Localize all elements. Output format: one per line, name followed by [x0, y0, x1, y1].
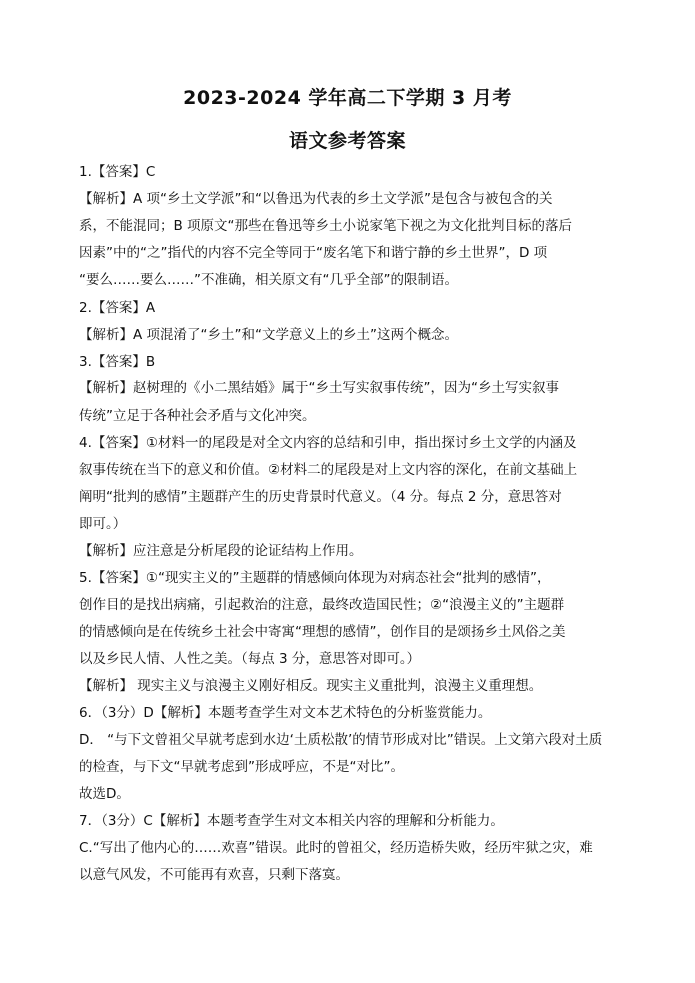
- answer-4-line: 4.【答案】①材料一的尾段是对全文内容的总结和引申，指出探讨乡土文学的内涵及: [79, 435, 577, 451]
- page-subtitle: 语文参考答案: [288, 130, 406, 152]
- answer-4-line: 阐明“批判的感情”主题群产生的历史背景时代意义。（4 分。每点 2 分，意思答对: [79, 489, 562, 505]
- answer-3-analysis-line: 【解析】赵树理的《小二黑结婚》属于“乡土写实叙事传统”，因为“乡土写实叙事: [79, 380, 559, 396]
- answer-7-heading: 7．（3分）C【解析】本题考查学生对文本相关内容的理解和分析能力。: [79, 813, 504, 829]
- page-title: 2023-2024 学年高二下学期 3 月考: [183, 87, 512, 109]
- answer-5-line: 5.【答案】①“现实主义的”主题群的情感倾向体现为对病态社会“批判的感情”，: [79, 570, 551, 586]
- answer-5-line: 以及乡民人情、人性之美。（每点 3 分，意思答对即可。）: [79, 651, 421, 667]
- answer-6-analysis-line: 的检查，与下文“早就考虑到”形成呼应，不是“对比”。: [79, 759, 404, 775]
- answer-6-conclusion: 故选D。: [79, 786, 130, 802]
- answer-7-analysis-line: C.“写出了他内心的……欢喜”错误。此时的曾祖父，经历造桥失败，经历牢狱之灾，难: [79, 840, 593, 856]
- answer-1-analysis-line: 因素”中的“之”指代的内容不完全等同于“废名笔下和谐宁静的乡土世界”，D 项: [79, 245, 548, 261]
- answer-6-heading: 6．（3分）D【解析】本题考查学生对文本艺术特色的分析鉴赏能力。: [79, 705, 492, 721]
- answer-5-line: 创作目的是找出病痛，引起救治的注意，最终改造国民性；②“浪漫主义的”主题群: [79, 597, 565, 613]
- answer-1-analysis-line: “要么……要么……”不准确，相关原文有“几乎全部”的限制语。: [79, 272, 458, 288]
- answer-7-analysis-line: 以意气风发，不可能再有欢喜，只剩下落寞。: [79, 867, 349, 883]
- answer-4-line: 叙事传统在当下的意义和价值。②材料二的尾段是对上文内容的深化，在前文基础上: [79, 462, 578, 478]
- answer-5-line: 的情感倾向是在传统乡土社会中寄寓“理想的感情”，创作目的是颂扬乡土风俗之美: [79, 624, 566, 640]
- answer-5-analysis-line: 【解析】 现实主义与浪漫主义刚好相反。现实主义重批判，浪漫主义重理想。: [79, 678, 543, 694]
- answer-3-heading: 3.【答案】B: [79, 354, 156, 370]
- answer-2-heading: 2.【答案】A: [79, 300, 156, 316]
- answer-4-analysis-line: 【解析】应注意是分析尾段的论证结构上作用。: [79, 543, 363, 559]
- answer-2-analysis-line: 【解析】A 项混淆了“乡土”和“文学意义上的乡土”这两个概念。: [79, 327, 459, 343]
- answer-6-analysis-line: D． “与下文曾祖父早就考虑到水边‘土质松散’的情节形成对比”错误。上文第六段对土质: [79, 732, 603, 748]
- answer-1-heading: 1.【答案】C: [79, 164, 156, 180]
- answer-1-analysis-line: 系，不能混同；B 项原文“那些在鲁迅等乡土小说家笔下视之为文化批判目标的落后: [79, 218, 573, 234]
- answer-1-analysis-line: 【解析】A 项“乡土文学派”和“以鲁迅为代表的乡土文学派”是包含与被包含的关: [79, 191, 553, 207]
- answer-4-line: 即可。）: [79, 516, 127, 532]
- answer-3-analysis-line: 传统”立足于各种社会矛盾与文化冲突。: [79, 408, 316, 424]
